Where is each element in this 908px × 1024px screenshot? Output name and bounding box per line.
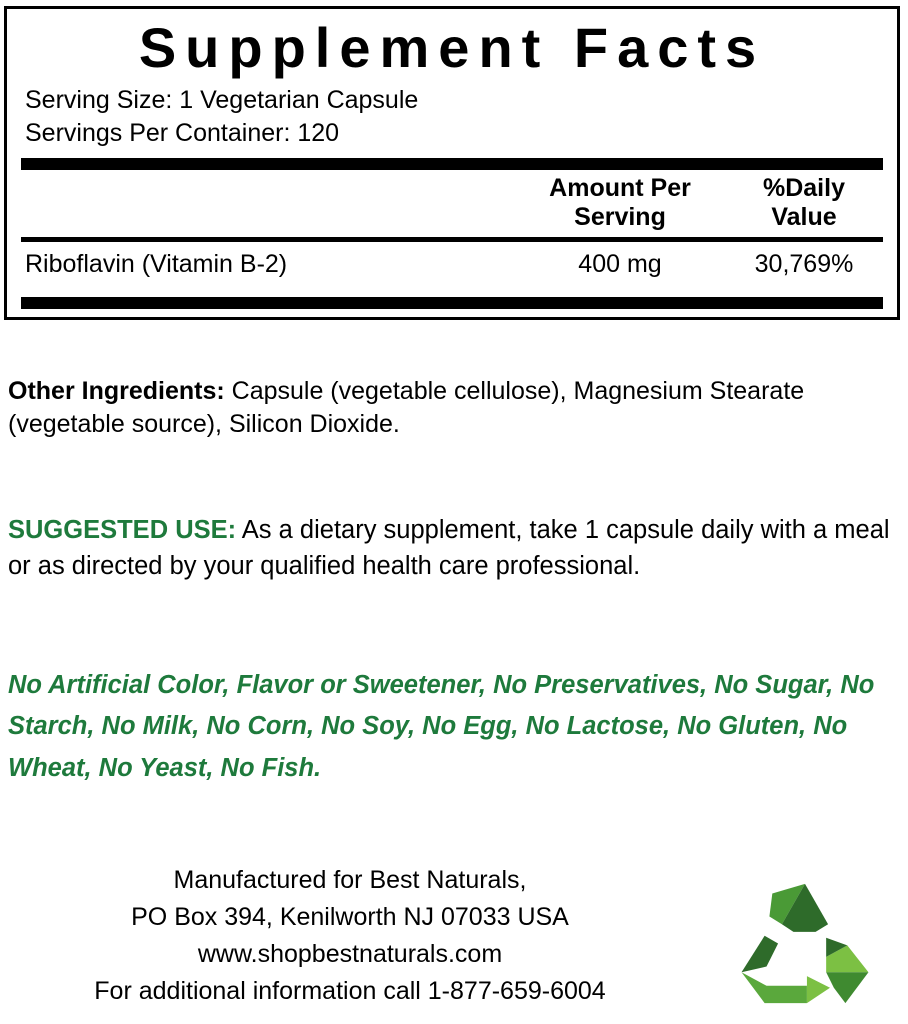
- column-header-amount: [515, 174, 725, 233]
- column-header-amount-line2: Serving: [574, 203, 666, 232]
- panel-bottom-space: [21, 309, 883, 317]
- recycle-icon: [735, 880, 875, 1005]
- manufacturer-footer: [0, 862, 700, 1010]
- nutrient-daily-value: 30,769%: [754, 249, 854, 278]
- free-from-claims: No Artificial Color, Flavor or Sweetener, No Preservatives, No Sugar, No Starch, No Milk, No Corn, No Soy, No Egg, No Lactose, No Gluten, No Wheat, No Yeast, No Fish.: [8, 671, 875, 782]
- supplement-facts-panel: [4, 6, 900, 320]
- nutrient-amount: 400 mg: [578, 249, 662, 278]
- serving-size: Serving Size: 1 Vegetarian Capsule: [25, 85, 419, 114]
- suggested-use-label: SUGGESTED USE:: [8, 516, 237, 544]
- panel-rule-thick: [21, 158, 883, 170]
- column-header-daily-line1: %Daily: [763, 173, 845, 202]
- panel-rule-bottom: [21, 297, 883, 309]
- column-header-daily-value: [725, 174, 883, 233]
- other-ingredients-label: Other Ingredients:: [8, 377, 225, 405]
- suggested-use: [8, 512, 900, 584]
- table-row: [21, 242, 883, 289]
- suggested-use-text: As a dietary supplement, take 1 capsule daily with a meal or as directed by your qualified health care professional.: [8, 516, 890, 581]
- column-header-daily-line2: Value: [771, 203, 837, 232]
- footer-line-address: PO Box 394, Kenilworth NJ 07033 USA: [131, 903, 569, 931]
- column-headers: [21, 170, 883, 237]
- panel-title: Supplement Facts: [138, 16, 766, 79]
- servings-per-container: Servings Per Container: 120: [25, 118, 340, 147]
- nutrient-name: Riboflavin (Vitamin B-2): [25, 249, 288, 278]
- column-header-amount-line1: Amount Per: [549, 173, 691, 202]
- footer-line-manufacturer: Manufactured for Best Naturals,: [173, 866, 527, 894]
- footer-line-phone: For additional information call 1-877-659-6004: [94, 977, 606, 1005]
- footer-line-website: www.shopbestnaturals.com: [197, 940, 503, 968]
- other-ingredients: [8, 375, 900, 441]
- other-ingredients-text: Capsule (vegetable cellulose), Magnesium Stearate (vegetable source), Silicon Dioxide.: [8, 377, 805, 438]
